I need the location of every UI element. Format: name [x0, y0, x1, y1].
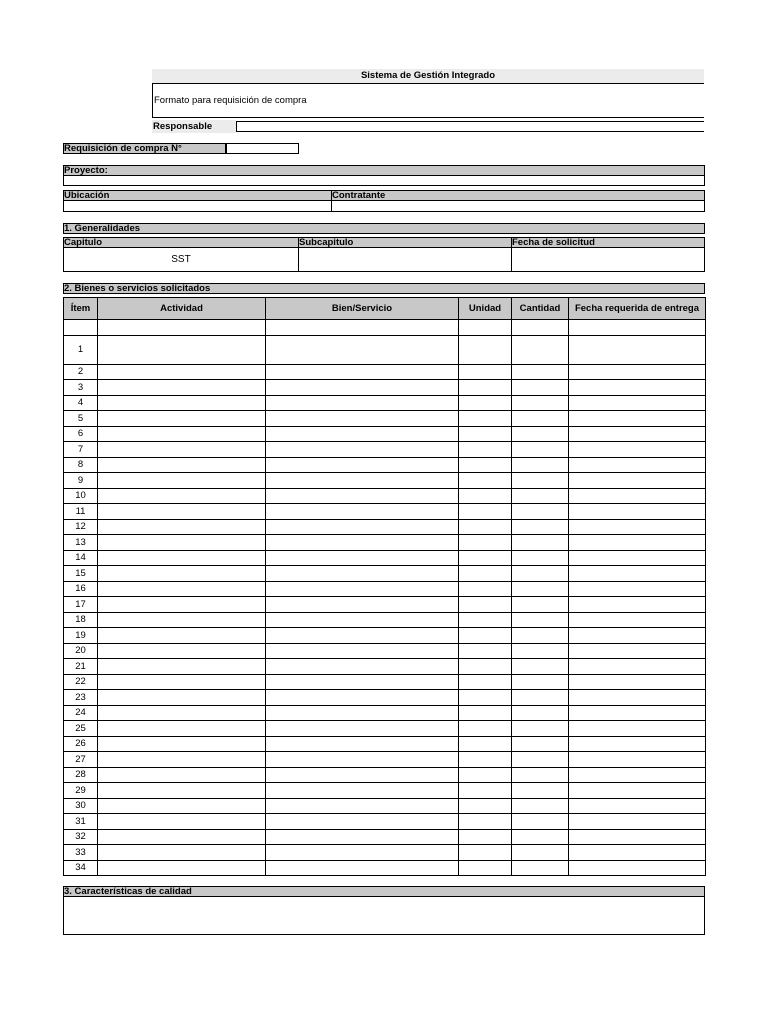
table-row: [64, 504, 706, 520]
item-cell: 19: [64, 628, 98, 644]
unidad-cell[interactable]: [459, 860, 512, 876]
cantidad-cell[interactable]: [512, 364, 569, 380]
actividad-cell[interactable]: [98, 829, 266, 845]
bien-servicio-cell[interactable]: [266, 535, 459, 551]
cantidad-cell[interactable]: [512, 829, 569, 845]
fecha-entrega-cell[interactable]: [569, 395, 706, 411]
unidad-cell[interactable]: [459, 659, 512, 675]
table-row: [64, 519, 706, 535]
unidad-cell[interactable]: [459, 767, 512, 783]
fecha-entrega-cell[interactable]: [569, 550, 706, 566]
cantidad-cell[interactable]: [512, 442, 569, 458]
actividad-cell[interactable]: [98, 335, 266, 364]
bien-servicio-cell[interactable]: [266, 612, 459, 628]
capitulo-field[interactable]: SST: [63, 247, 299, 272]
fecha-entrega-cell[interactable]: [569, 519, 706, 535]
unidad-cell[interactable]: [459, 395, 512, 411]
bien-servicio-cell[interactable]: [266, 395, 459, 411]
bienes-title: 2. Bienes o servicios solicitados: [63, 283, 705, 294]
item-cell: 27: [64, 752, 98, 768]
actividad-cell[interactable]: [98, 736, 266, 752]
fecha-entrega-cell[interactable]: [569, 783, 706, 799]
item-cell: [64, 320, 98, 336]
fecha-entrega-cell[interactable]: [569, 628, 706, 644]
cantidad-cell[interactable]: [512, 628, 569, 644]
fecha-entrega-cell[interactable]: [569, 767, 706, 783]
unidad-cell[interactable]: [459, 535, 512, 551]
fecha-solicitud-field[interactable]: [511, 247, 705, 272]
fecha-entrega-cell[interactable]: [569, 845, 706, 861]
cantidad-cell[interactable]: [512, 643, 569, 659]
cantidad-cell[interactable]: [512, 690, 569, 706]
actividad-cell[interactable]: [98, 705, 266, 721]
table-row: [64, 705, 706, 721]
responsable-label: Responsable: [152, 120, 236, 133]
table-row: [64, 643, 706, 659]
responsable-field[interactable]: [236, 121, 704, 132]
cantidad-cell[interactable]: [512, 736, 569, 752]
fecha-entrega-cell[interactable]: [569, 380, 706, 396]
cantidad-cell[interactable]: [512, 814, 569, 830]
table-row: [64, 320, 706, 336]
fecha-entrega-cell[interactable]: [569, 612, 706, 628]
actividad-cell[interactable]: [98, 597, 266, 613]
bien-servicio-cell[interactable]: [266, 690, 459, 706]
cantidad-cell[interactable]: [512, 783, 569, 799]
fecha-entrega-cell[interactable]: [569, 814, 706, 830]
fecha-entrega-cell[interactable]: [569, 860, 706, 876]
cantidad-cell[interactable]: [512, 519, 569, 535]
bien-servicio-cell[interactable]: [266, 473, 459, 489]
actividad-cell[interactable]: [98, 581, 266, 597]
cantidad-cell[interactable]: [512, 597, 569, 613]
unidad-cell[interactable]: [459, 488, 512, 504]
table-row: [64, 395, 706, 411]
cantidad-cell[interactable]: [512, 550, 569, 566]
item-cell: 21: [64, 659, 98, 675]
cantidad-cell[interactable]: [512, 860, 569, 876]
items-table: [63, 297, 706, 876]
cantidad-cell[interactable]: [512, 721, 569, 737]
bien-servicio-cell[interactable]: [266, 320, 459, 336]
item-cell: 18: [64, 612, 98, 628]
table-row: [64, 814, 706, 830]
unidad-cell[interactable]: [459, 690, 512, 706]
proyecto-field[interactable]: [63, 175, 705, 186]
proyecto-label: Proyecto:: [63, 165, 705, 176]
bien-servicio-cell[interactable]: [266, 767, 459, 783]
actividad-cell[interactable]: [98, 845, 266, 861]
item-cell: 29: [64, 783, 98, 799]
fecha-entrega-cell[interactable]: [569, 457, 706, 473]
table-row: [64, 690, 706, 706]
bien-servicio-cell[interactable]: [266, 736, 459, 752]
unidad-cell[interactable]: [459, 566, 512, 582]
actividad-cell[interactable]: [98, 411, 266, 427]
table-row: [64, 442, 706, 458]
table-row: [64, 597, 706, 613]
bien-servicio-cell[interactable]: [266, 628, 459, 644]
table-row: [64, 736, 706, 752]
cantidad-cell[interactable]: [512, 426, 569, 442]
actividad-cell[interactable]: [98, 488, 266, 504]
actividad-cell[interactable]: [98, 473, 266, 489]
cantidad-cell[interactable]: [512, 473, 569, 489]
table-row: [64, 457, 706, 473]
bien-servicio-cell[interactable]: [266, 488, 459, 504]
actividad-cell[interactable]: [98, 783, 266, 799]
col-fecha-entrega: Fecha requerida de entrega: [569, 298, 706, 320]
ubicacion-label: Ubicación: [63, 190, 332, 201]
subcapitulo-field[interactable]: [298, 247, 512, 272]
unidad-cell[interactable]: [459, 320, 512, 336]
col-item: Ítem: [64, 298, 98, 320]
fecha-entrega-cell[interactable]: [569, 752, 706, 768]
table-row: [64, 335, 706, 364]
actividad-cell[interactable]: [98, 752, 266, 768]
actividad-cell[interactable]: [98, 643, 266, 659]
table-row: [64, 659, 706, 675]
actividad-cell[interactable]: [98, 721, 266, 737]
generalidades-title: 1. Generalidades: [63, 223, 705, 234]
fecha-entrega-cell[interactable]: [569, 705, 706, 721]
bien-servicio-cell[interactable]: [266, 426, 459, 442]
item-cell: 32: [64, 829, 98, 845]
unidad-cell[interactable]: [459, 380, 512, 396]
cantidad-cell[interactable]: [512, 535, 569, 551]
table-row: [64, 581, 706, 597]
unidad-cell[interactable]: [459, 411, 512, 427]
cantidad-cell[interactable]: [512, 581, 569, 597]
table-row: [64, 488, 706, 504]
fecha-entrega-cell[interactable]: [569, 411, 706, 427]
bien-servicio-cell[interactable]: [266, 829, 459, 845]
unidad-cell[interactable]: [459, 550, 512, 566]
fecha-entrega-cell[interactable]: [569, 488, 706, 504]
unidad-cell[interactable]: [459, 597, 512, 613]
table-row: [64, 426, 706, 442]
actividad-cell[interactable]: [98, 550, 266, 566]
fecha-entrega-cell[interactable]: [569, 473, 706, 489]
bien-servicio-cell[interactable]: [266, 674, 459, 690]
table-row: [64, 829, 706, 845]
bien-servicio-cell[interactable]: [266, 581, 459, 597]
item-cell: 31: [64, 814, 98, 830]
actividad-cell[interactable]: [98, 320, 266, 336]
cantidad-cell[interactable]: [512, 395, 569, 411]
actividad-cell[interactable]: [98, 860, 266, 876]
item-cell: 16: [64, 581, 98, 597]
table-row: [64, 674, 706, 690]
table-row: [64, 798, 706, 814]
item-cell: 33: [64, 845, 98, 861]
table-row: [64, 364, 706, 380]
bien-servicio-cell[interactable]: [266, 721, 459, 737]
fecha-entrega-cell[interactable]: [569, 566, 706, 582]
actividad-cell[interactable]: [98, 767, 266, 783]
item-cell: 2: [64, 364, 98, 380]
unidad-cell[interactable]: [459, 829, 512, 845]
actividad-cell[interactable]: [98, 674, 266, 690]
unidad-cell[interactable]: [459, 426, 512, 442]
actividad-cell[interactable]: [98, 364, 266, 380]
table-row: [64, 860, 706, 876]
actividad-cell[interactable]: [98, 380, 266, 396]
bien-servicio-cell[interactable]: [266, 860, 459, 876]
actividad-cell[interactable]: [98, 457, 266, 473]
bien-servicio-cell[interactable]: [266, 519, 459, 535]
item-cell: 25: [64, 721, 98, 737]
unidad-cell[interactable]: [459, 442, 512, 458]
item-cell: 26: [64, 736, 98, 752]
actividad-cell[interactable]: [98, 504, 266, 520]
table-row: [64, 783, 706, 799]
item-cell: 9: [64, 473, 98, 489]
contratante-field[interactable]: [331, 200, 705, 212]
actividad-cell[interactable]: [98, 395, 266, 411]
item-cell: 12: [64, 519, 98, 535]
bien-servicio-cell[interactable]: [266, 550, 459, 566]
col-cantidad: Cantidad: [512, 298, 569, 320]
unidad-cell[interactable]: [459, 364, 512, 380]
bien-servicio-cell[interactable]: [266, 442, 459, 458]
bien-servicio-cell[interactable]: [266, 335, 459, 364]
unidad-cell[interactable]: [459, 798, 512, 814]
fecha-entrega-cell[interactable]: [569, 581, 706, 597]
item-cell: 3: [64, 380, 98, 396]
unidad-cell[interactable]: [459, 643, 512, 659]
cantidad-cell[interactable]: [512, 411, 569, 427]
cantidad-cell[interactable]: [512, 504, 569, 520]
bien-servicio-cell[interactable]: [266, 783, 459, 799]
unidad-cell[interactable]: [459, 736, 512, 752]
cantidad-cell[interactable]: [512, 457, 569, 473]
table-row: [64, 628, 706, 644]
bien-servicio-cell[interactable]: [266, 411, 459, 427]
cantidad-cell[interactable]: [512, 705, 569, 721]
bien-servicio-cell[interactable]: [266, 814, 459, 830]
unidad-cell[interactable]: [459, 752, 512, 768]
actividad-cell[interactable]: [98, 535, 266, 551]
bien-servicio-cell[interactable]: [266, 752, 459, 768]
actividad-cell[interactable]: [98, 798, 266, 814]
bien-servicio-cell[interactable]: [266, 566, 459, 582]
unidad-cell[interactable]: [459, 628, 512, 644]
bien-servicio-cell[interactable]: [266, 705, 459, 721]
col-unidad: Unidad: [459, 298, 512, 320]
bien-servicio-cell[interactable]: [266, 659, 459, 675]
item-cell: 20: [64, 643, 98, 659]
table-row: [64, 535, 706, 551]
item-cell: 22: [64, 674, 98, 690]
actividad-cell[interactable]: [98, 426, 266, 442]
item-cell: 1: [64, 335, 98, 364]
table-row: [64, 550, 706, 566]
item-cell: 23: [64, 690, 98, 706]
item-cell: 5: [64, 411, 98, 427]
unidad-cell[interactable]: [459, 674, 512, 690]
table-row: [64, 566, 706, 582]
cantidad-cell[interactable]: [512, 798, 569, 814]
cantidad-cell[interactable]: [512, 767, 569, 783]
fecha-entrega-cell[interactable]: [569, 829, 706, 845]
item-cell: 34: [64, 860, 98, 876]
subcapitulo-label: Subcapitulo: [298, 237, 512, 248]
item-cell: 24: [64, 705, 98, 721]
unidad-cell[interactable]: [459, 504, 512, 520]
cantidad-cell[interactable]: [512, 845, 569, 861]
bien-servicio-cell[interactable]: [266, 643, 459, 659]
table-row: [64, 845, 706, 861]
item-cell: 10: [64, 488, 98, 504]
fecha-entrega-cell[interactable]: [569, 535, 706, 551]
cantidad-cell[interactable]: [512, 659, 569, 675]
unidad-cell[interactable]: [459, 581, 512, 597]
item-cell: 7: [64, 442, 98, 458]
item-cell: 6: [64, 426, 98, 442]
fecha-entrega-cell[interactable]: [569, 690, 706, 706]
table-row: [64, 380, 706, 396]
table-row: [64, 473, 706, 489]
item-cell: 8: [64, 457, 98, 473]
fecha-entrega-cell[interactable]: [569, 442, 706, 458]
calidad-title: 3. Características de calidad: [63, 886, 705, 897]
actividad-cell[interactable]: [98, 566, 266, 582]
actividad-cell[interactable]: [98, 519, 266, 535]
fecha-entrega-cell[interactable]: [569, 643, 706, 659]
item-cell: 11: [64, 504, 98, 520]
unidad-cell[interactable]: [459, 473, 512, 489]
table-row: [64, 767, 706, 783]
items-header-row: [64, 298, 706, 320]
requisicion-label: Requisición de compra N°: [63, 143, 226, 154]
item-cell: 15: [64, 566, 98, 582]
fecha-entrega-cell[interactable]: [569, 426, 706, 442]
format-title-box: [152, 83, 704, 118]
fecha-entrega-cell[interactable]: [569, 659, 706, 675]
cantidad-cell[interactable]: [512, 380, 569, 396]
unidad-cell[interactable]: [459, 721, 512, 737]
bien-servicio-cell[interactable]: [266, 380, 459, 396]
cantidad-cell[interactable]: [512, 674, 569, 690]
cantidad-cell[interactable]: [512, 488, 569, 504]
ubicacion-field[interactable]: [63, 200, 332, 212]
bien-servicio-cell[interactable]: [266, 504, 459, 520]
actividad-cell[interactable]: [98, 690, 266, 706]
cantidad-cell[interactable]: [512, 566, 569, 582]
item-cell: 13: [64, 535, 98, 551]
cantidad-cell[interactable]: [512, 752, 569, 768]
table-row: [64, 752, 706, 768]
col-bien-servicio: Bien/Servicio: [266, 298, 459, 320]
bien-servicio-cell[interactable]: [266, 457, 459, 473]
contratante-label: Contratante: [331, 190, 705, 201]
fecha-solicitud-label: Fecha de solicitud: [511, 237, 705, 248]
actividad-cell[interactable]: [98, 442, 266, 458]
unidad-cell[interactable]: [459, 519, 512, 535]
fecha-entrega-cell[interactable]: [569, 674, 706, 690]
unidad-cell[interactable]: [459, 845, 512, 861]
unidad-cell[interactable]: [459, 783, 512, 799]
fecha-entrega-cell[interactable]: [569, 335, 706, 364]
format-title: Formato para requisición de compra: [154, 95, 307, 106]
capitulo-label: Capitulo: [63, 237, 299, 248]
item-cell: 28: [64, 767, 98, 783]
table-row: [64, 411, 706, 427]
fecha-entrega-cell[interactable]: [569, 736, 706, 752]
actividad-cell[interactable]: [98, 628, 266, 644]
fecha-entrega-cell[interactable]: [569, 320, 706, 336]
calidad-field[interactable]: [63, 896, 705, 935]
bien-servicio-cell[interactable]: [266, 798, 459, 814]
unidad-cell[interactable]: [459, 705, 512, 721]
item-cell: 4: [64, 395, 98, 411]
fecha-entrega-cell[interactable]: [569, 504, 706, 520]
actividad-cell[interactable]: [98, 659, 266, 675]
fecha-entrega-cell[interactable]: [569, 364, 706, 380]
item-cell: 17: [64, 597, 98, 613]
bien-servicio-cell[interactable]: [266, 845, 459, 861]
bien-servicio-cell[interactable]: [266, 597, 459, 613]
item-cell: 30: [64, 798, 98, 814]
unidad-cell[interactable]: [459, 814, 512, 830]
cantidad-cell[interactable]: [512, 612, 569, 628]
actividad-cell[interactable]: [98, 814, 266, 830]
item-cell: 14: [64, 550, 98, 566]
col-actividad: Actividad: [98, 298, 266, 320]
bien-servicio-cell[interactable]: [266, 364, 459, 380]
unidad-cell[interactable]: [459, 612, 512, 628]
unidad-cell[interactable]: [459, 457, 512, 473]
table-row: [64, 612, 706, 628]
actividad-cell[interactable]: [98, 612, 266, 628]
cantidad-cell[interactable]: [512, 335, 569, 364]
table-row: [64, 721, 706, 737]
unidad-cell[interactable]: [459, 335, 512, 364]
cantidad-cell[interactable]: [512, 320, 569, 336]
requisicion-field[interactable]: [226, 143, 299, 154]
system-title: Sistema de Gestión Integrado: [152, 69, 704, 83]
fecha-entrega-cell[interactable]: [569, 798, 706, 814]
fecha-entrega-cell[interactable]: [569, 597, 706, 613]
fecha-entrega-cell[interactable]: [569, 721, 706, 737]
